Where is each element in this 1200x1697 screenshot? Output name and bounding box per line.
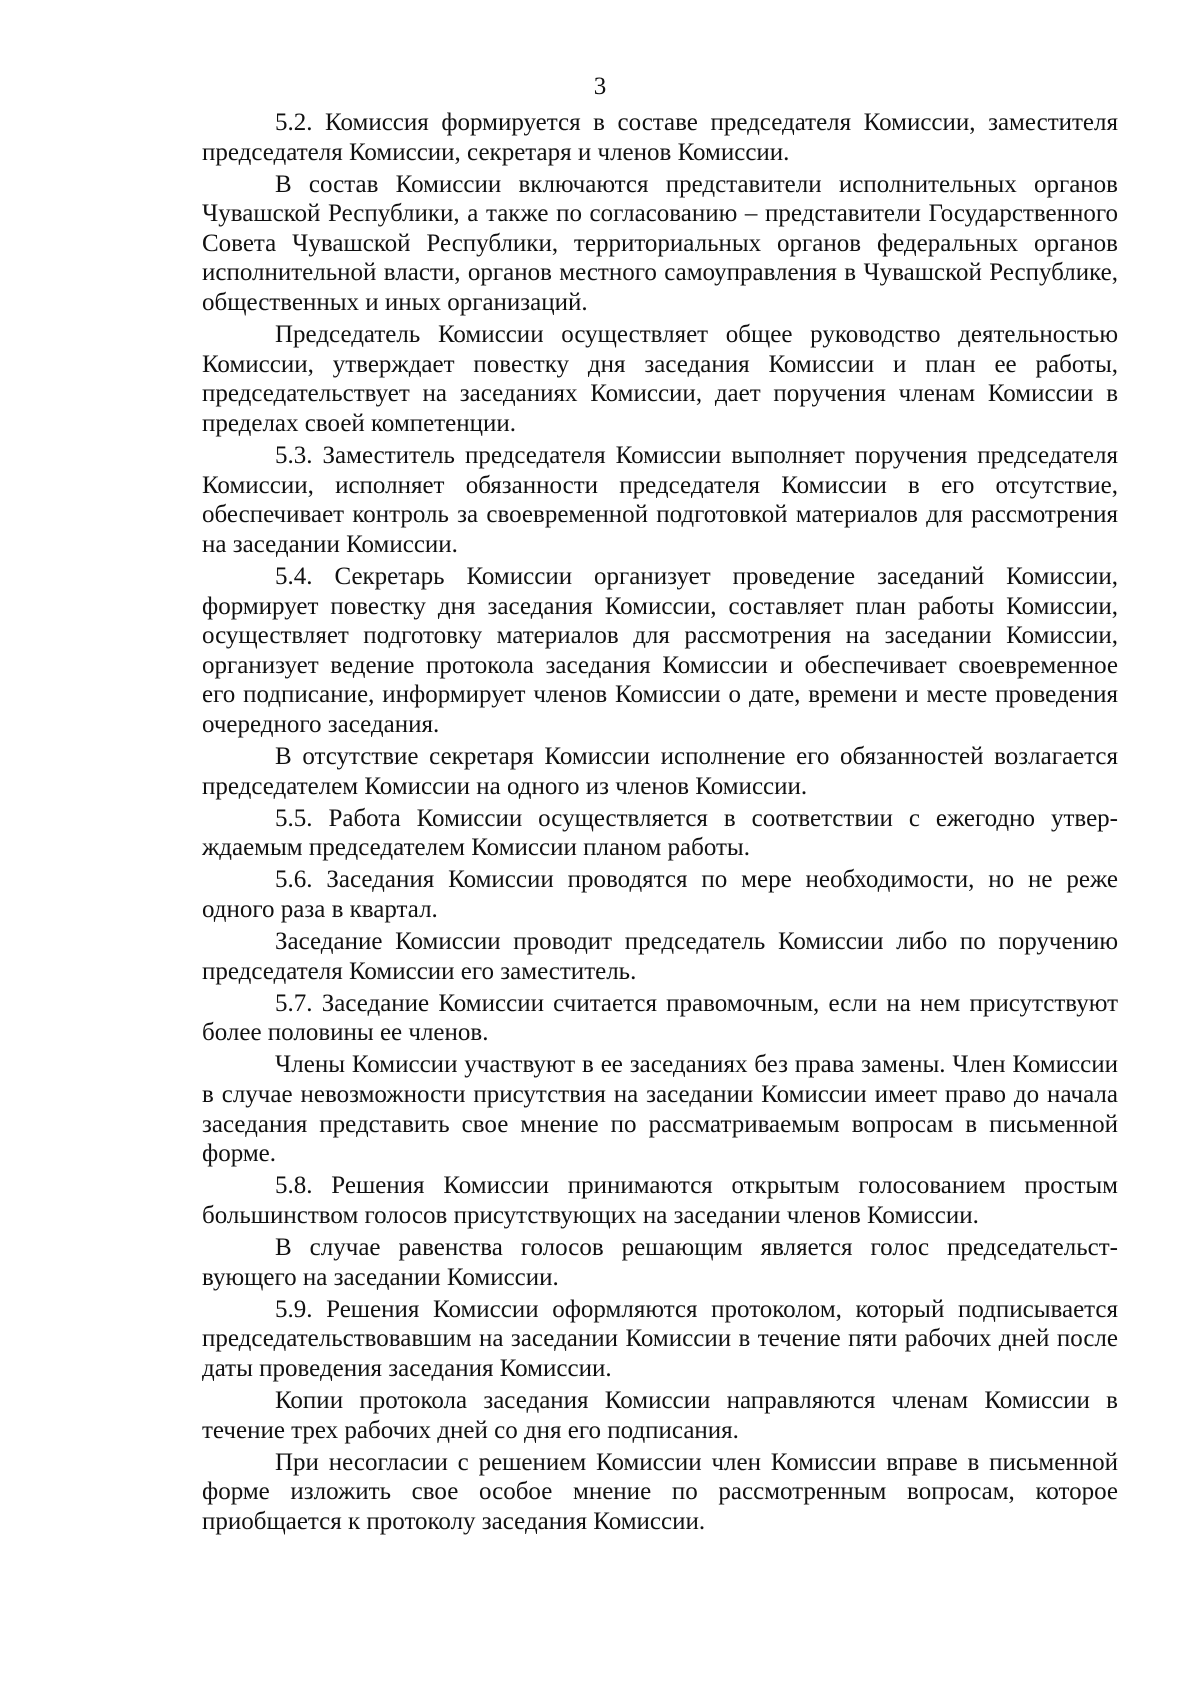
paragraph-5-3: 5.3. Заместитель председателя Комиссии выполняет поручения председателя Комиссии, исполняет обязанности председателя Комиссии в его отсутствие, обеспечивает контроль за своевременной подготовкой материалов для рассмотрения на заседании Комиссии. bbox=[202, 442, 1118, 558]
paragraph-5-4: 5.4. Секретарь Комиссии организует проведение заседаний Комиссии, формирует повестку дня заседания Комиссии, составляет план работы Комиссии, осуществляет подготовку материалов для рассмотрения на заседании Комиссии, организует ведение протокола заседания Комиссии и обеспечивает своевременное его подписание, информирует членов Комиссии о дате, времени и месте проведения очередного заседания. bbox=[202, 562, 1118, 738]
paragraph-5-5: 5.5. Работа Комиссии осуществляется в соответствии с ежегодно утверждаемым председателем Комиссии планом работы. bbox=[202, 804, 1118, 862]
document-body bbox=[202, 108, 1118, 1539]
paragraph-5-7: 5.7. Заседание Комиссии считается правомочным, если на нем присутствуют более половины ее членов. bbox=[202, 989, 1118, 1047]
paragraph-5-2: 5.2. Комиссия формируется в составе председателя Комиссии, заместителя председателя Комиссии, секретаря и членов Комиссии. bbox=[202, 109, 1118, 166]
paragraph-meeting-chair: Заседание Комиссии проводит председатель Комиссии либо по поручению председателя Комиссии его заместитель. bbox=[202, 928, 1118, 985]
paragraph-members-participation: Члены Комиссии участвуют в ее заседаниях без права замены. Член Комиссии в случае невозможности присутствия на заседании Комиссии имеет право до начала заседания представить свое мнение по рассматриваемым вопросам в письменной форме. bbox=[202, 1051, 1118, 1168]
paragraph-5-9: 5.9. Решения Комиссии оформляются протоколом, который подписывается председательствовавшим на заседании Комиссии в течение пяти рабочих дней после даты проведения заседания Комиссии. bbox=[202, 1295, 1118, 1382]
paragraph-5-6: 5.6. Заседания Комиссии проводятся по мере необходимости, но не реже одного раза в квартал. bbox=[202, 866, 1118, 923]
paragraph-secretary-absence: В отсутствие секретаря Комиссии исполнение его обязанностей возлагается председателем Комиссии на одного из членов Комиссии. bbox=[202, 742, 1118, 800]
page-number: 3 bbox=[593, 73, 607, 100]
paragraph-dissent: При несогласии с решением Комиссии член Комиссии вправе в письменной форме изложить свое особое мнение по рассмотренным вопросам, которое приобщается к протоколу заседания Комиссии. bbox=[202, 1448, 1118, 1535]
paragraph-tie-vote: В случае равенства голосов решающим является голос председательствующего на заседании Комиссии. bbox=[202, 1233, 1118, 1291]
paragraph-chairman-duties: Председатель Комиссии осуществляет общее руководство деятельностью Комиссии, утверждает повестку дня заседания Комиссии и план ее работы, председательствует на заседаниях Комиссии, дает поручения членам Комиссии в пределах своей компетенции. bbox=[202, 321, 1118, 437]
paragraph-protocol-copies: Копии протокола заседания Комиссии направляются членам Комиссии в течение трех рабочих дней со дня его подписания. bbox=[202, 1386, 1118, 1444]
paragraph-5-8: 5.8. Решения Комиссии принимаются открытым голосованием простым большинством голосов присутствующих на заседании членов Комиссии. bbox=[202, 1172, 1118, 1229]
paragraph-composition: В состав Комиссии включаются представители исполнительных органов Чувашской Республики, а также по согласованию – представители Государственного Совета Чувашской Республики, территориальных органов федеральных органов исполнительной власти, органов местного самоуправления в Чувашской Республике, общественных и иных организаций. bbox=[202, 170, 1118, 317]
